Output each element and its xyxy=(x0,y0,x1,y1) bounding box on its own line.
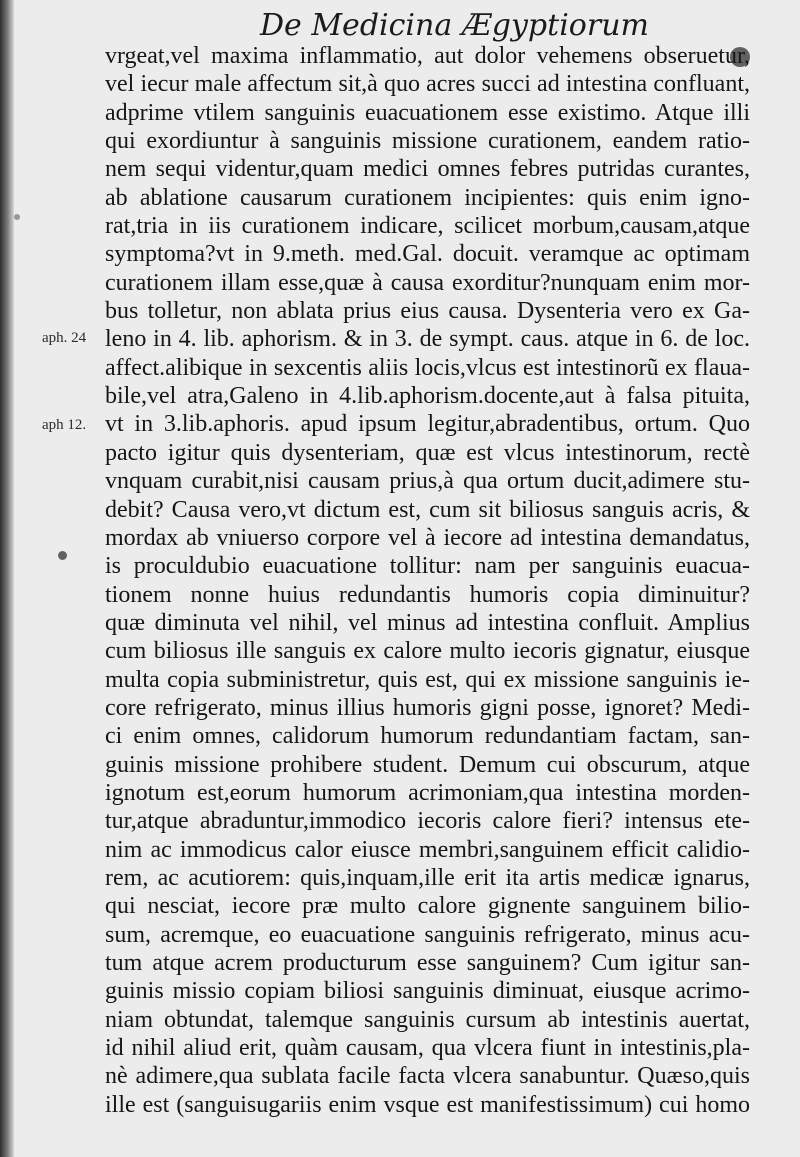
text-line: niam obtundat, talemque sanguinis cursum ab intestinis auertat, xyxy=(105,1006,750,1033)
text-line: core refrigerato, minus illius humoris gigni posse, ignoret? Medi- xyxy=(105,694,750,721)
text-line: symptoma?vt in 9.meth. med.Gal. docuit. veramque ac optimam xyxy=(105,241,750,268)
ink-speck xyxy=(14,214,20,220)
text-line: bile,vel atra,Galeno in 4.lib.aphorism.docente,aut à falsa pituita, xyxy=(105,383,750,410)
text-line: cum biliosus ille sanguis ex calore multo iecoris gignatur, eiusque xyxy=(105,638,750,665)
running-header: De Medicina Ægyptiorum xyxy=(260,8,649,43)
text-line: vrgeat,vel maxima inflammatio, aut dolor vehemens obseruetur, xyxy=(105,43,750,69)
text-line: quæ diminuta vel nihil, vel minus ad intestina confluit. Amplius xyxy=(105,609,750,636)
text-line: guinis missio copiam biliosi sanguinis diminuat, eiusque acrimo- xyxy=(105,978,750,1005)
text-line: guinis missione prohibere student. Demum cui obscurum, atque xyxy=(105,751,750,778)
text-line: tur,atque abraduntur,immodico iecoris calore fieri? intensus ete- xyxy=(105,808,750,835)
text-line: affect.alibique in sexcentis aliis locis,vlcus est intestinorũ ex flaua- xyxy=(105,354,750,381)
text-line: ab ablatione causarum curationem incipientes: quis enim igno- xyxy=(105,184,750,211)
text-line: vel iecur male affectum sit,à quo acres succi ad intestina confluant, xyxy=(105,71,750,98)
margin-note-aph-12: aph 12. xyxy=(42,417,87,433)
text-line: sum, acremque, eo euacuatione sanguinis refrigerato, minus acu- xyxy=(105,921,750,948)
text-line: bus tolletur, non ablata prius eius causa. Dysenteria vero ex Ga- xyxy=(105,298,750,325)
text-line: tum atque acrem producturum esse sanguinem? Cum igitur san- xyxy=(105,950,750,976)
text-line: is proculdubio euacuatione tollitur: nam per sanguinis euacua- xyxy=(105,553,750,580)
ink-speck xyxy=(58,551,67,560)
text-line: multa copia subministretur, quis est, qui ex missione sanguinis ie- xyxy=(105,666,750,693)
text-line: id nihil aliud erit, quàm causam, qua vlcera fiunt in intestinis,pla- xyxy=(105,1035,750,1062)
text-line: rat,tria in iis curationem indicare, scilicet morbum,causam,atque xyxy=(105,213,750,240)
text-line: ille est (sanguisugariis enim vsque est manifestissimum) cui homo xyxy=(105,1091,750,1118)
text-line: nè adimere,qua sublata facile facta vlcera sanabuntur. Quæso,quis xyxy=(105,1063,750,1090)
text-line: ignotum est,eorum humorum acrimoniam,qua intestina morden- xyxy=(105,779,750,806)
text-line: mordax ab vniuerso corpore vel à iecore ad intestina demandatus, xyxy=(105,524,750,551)
text-line: qui nesciat, iecore præ multo calore gignente sanguinem bilio- xyxy=(105,893,750,920)
text-line: pacto igitur quis dysenteriam, quæ est vlcus intestinorum, rectè xyxy=(105,439,750,466)
binding-shadow xyxy=(0,0,14,1157)
text-line: ci enim omnes, calidorum humorum redundantiam factam, san- xyxy=(105,723,750,750)
text-line: adprime vtilem sanguinis euacuationem esse existimo. Atque illi xyxy=(105,99,750,126)
text-line: vt in 3.lib.aphoris. apud ipsum legitur,abradentibus, ortum. Quo xyxy=(105,411,750,438)
text-line: nim ac immodicus calor eiusce membri,sanguinem efficit calidio- xyxy=(105,836,750,863)
text-line: curationem illam esse,quæ à causa exorditur?nunquam enim mor- xyxy=(105,269,750,296)
text-line: nem sequi videntur,quam medici omnes febres putridas curantes, xyxy=(105,156,750,183)
margin-note-aph-24: aph. 24 xyxy=(42,330,87,346)
text-line: tionem nonne huius redundantis humoris copia diminuitur? xyxy=(105,581,750,608)
text-line: qui exordiuntur à sanguinis missione curationem, eandem ratio- xyxy=(105,128,750,155)
text-line: debit? Causa vero,vt dictum est, cum sit biliosus sanguis acris, & xyxy=(105,496,750,523)
body-text xyxy=(105,42,750,1119)
text-line: vnquam curabit,nisi causam prius,à qua ortum ducit,adimere stu- xyxy=(105,468,750,495)
text-line: leno in 4. lib. aphorism. & in 3. de sympt. caus. atque in 6. de loc. xyxy=(105,326,750,353)
text-line: rem, ac acutiorem: quis,inquam,ille erit ita artis medicæ ignarus, xyxy=(105,864,750,891)
